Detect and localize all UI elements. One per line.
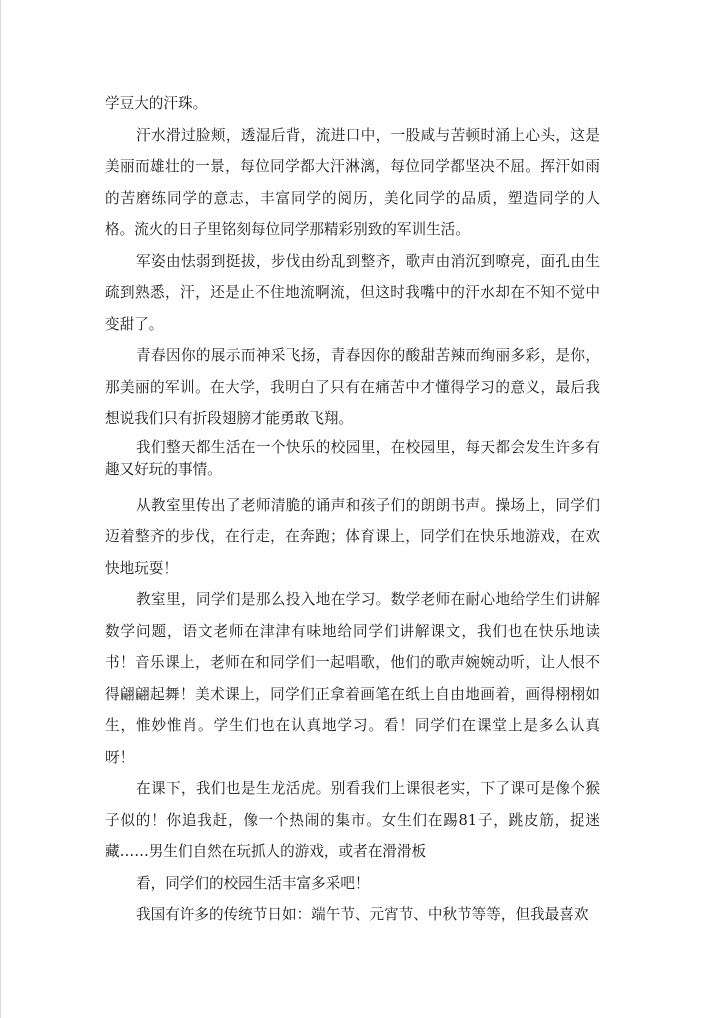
paragraph-10: 我国有许多的传统节日如：端午节、元宵节、中秋节等等，但我最喜欢 — [136, 906, 589, 923]
paragraph-5: 我们整天都生活在一个快乐的校园里，在校园里，每天都会发生许多有趣又好玩的事情。 — [105, 438, 600, 478]
paragraph-9: 看，同学们的校园生活丰富多采吧！ — [136, 874, 370, 892]
paragraph-4: 青春因你的展示而神采飞扬，青春因你的酸甜苦辣而绚丽多彩，是你，那美丽的军训。在大学，我明白了只有在痛苦中才懂得学习的意义，最后我想说我们只有折段翅膀才能勇敢飞翔。 — [105, 347, 600, 427]
document-body — [105, 88, 600, 931]
paragraph-1: 学豆大的汗珠。 — [105, 95, 208, 112]
paragraph-3: 军姿由怯弱到挺拔，步伐由纷乱到整齐，歌声由消沉到嘹亮，面孔由生疏到熟悉，汗，还是止不住地流啊流，但这时我嘴中的汗水却在不知不觉中变甜了。 — [105, 252, 600, 333]
paragraph-6: 从教室里传出了老师清脆的诵声和孩子们的朗朗书声。操场上，同学们迈着整齐的步伐，在行走，在奔跑；体育课上，同学们在快乐地游戏，在欢快地玩耍！ — [105, 496, 600, 577]
paragraph-8: 在课下，我们也是生龙活虎。别看我们上课很老实，下了课可是像个猴子似的！你追我赶，像一个热闹的集市。女生们在踢81子，跳皮筋，捉迷藏……男生们自然在玩抓人的游戏，或者在滑滑板 — [105, 780, 600, 860]
paragraph-2: 汗水滑过脸颊，透湿后背，流进口中，一股咸与苦顿时涌上心头，这是美丽而雄壮的一景，每位同学都大汗淋漓，每位同学都坚决不屈。挥汗如雨的苦磨练同学的意志，丰富同学的阅历，美化同学的品质，塑造同学的人格。流火的日子里铭刻每位同学那精彩别致的军训生活。 — [105, 126, 600, 238]
paragraph-7: 教室里，同学们是那么投入地在学习。数学老师在耐心地给学生们讲解数学问题，语文老师在津津有味地给同学们讲解课文，我们也在快乐地读书！音乐课上，老师在和同学们一起唱歌，他们的歌声婉婉动听，让人恨不得翩翩起舞！美术课上，同学们正拿着画笔在纸上自由地画着，画得栩栩如生，惟妙惟肖。学生们也在认真地学习。看！同学们在课堂上是多么认真呀！ — [105, 591, 600, 766]
